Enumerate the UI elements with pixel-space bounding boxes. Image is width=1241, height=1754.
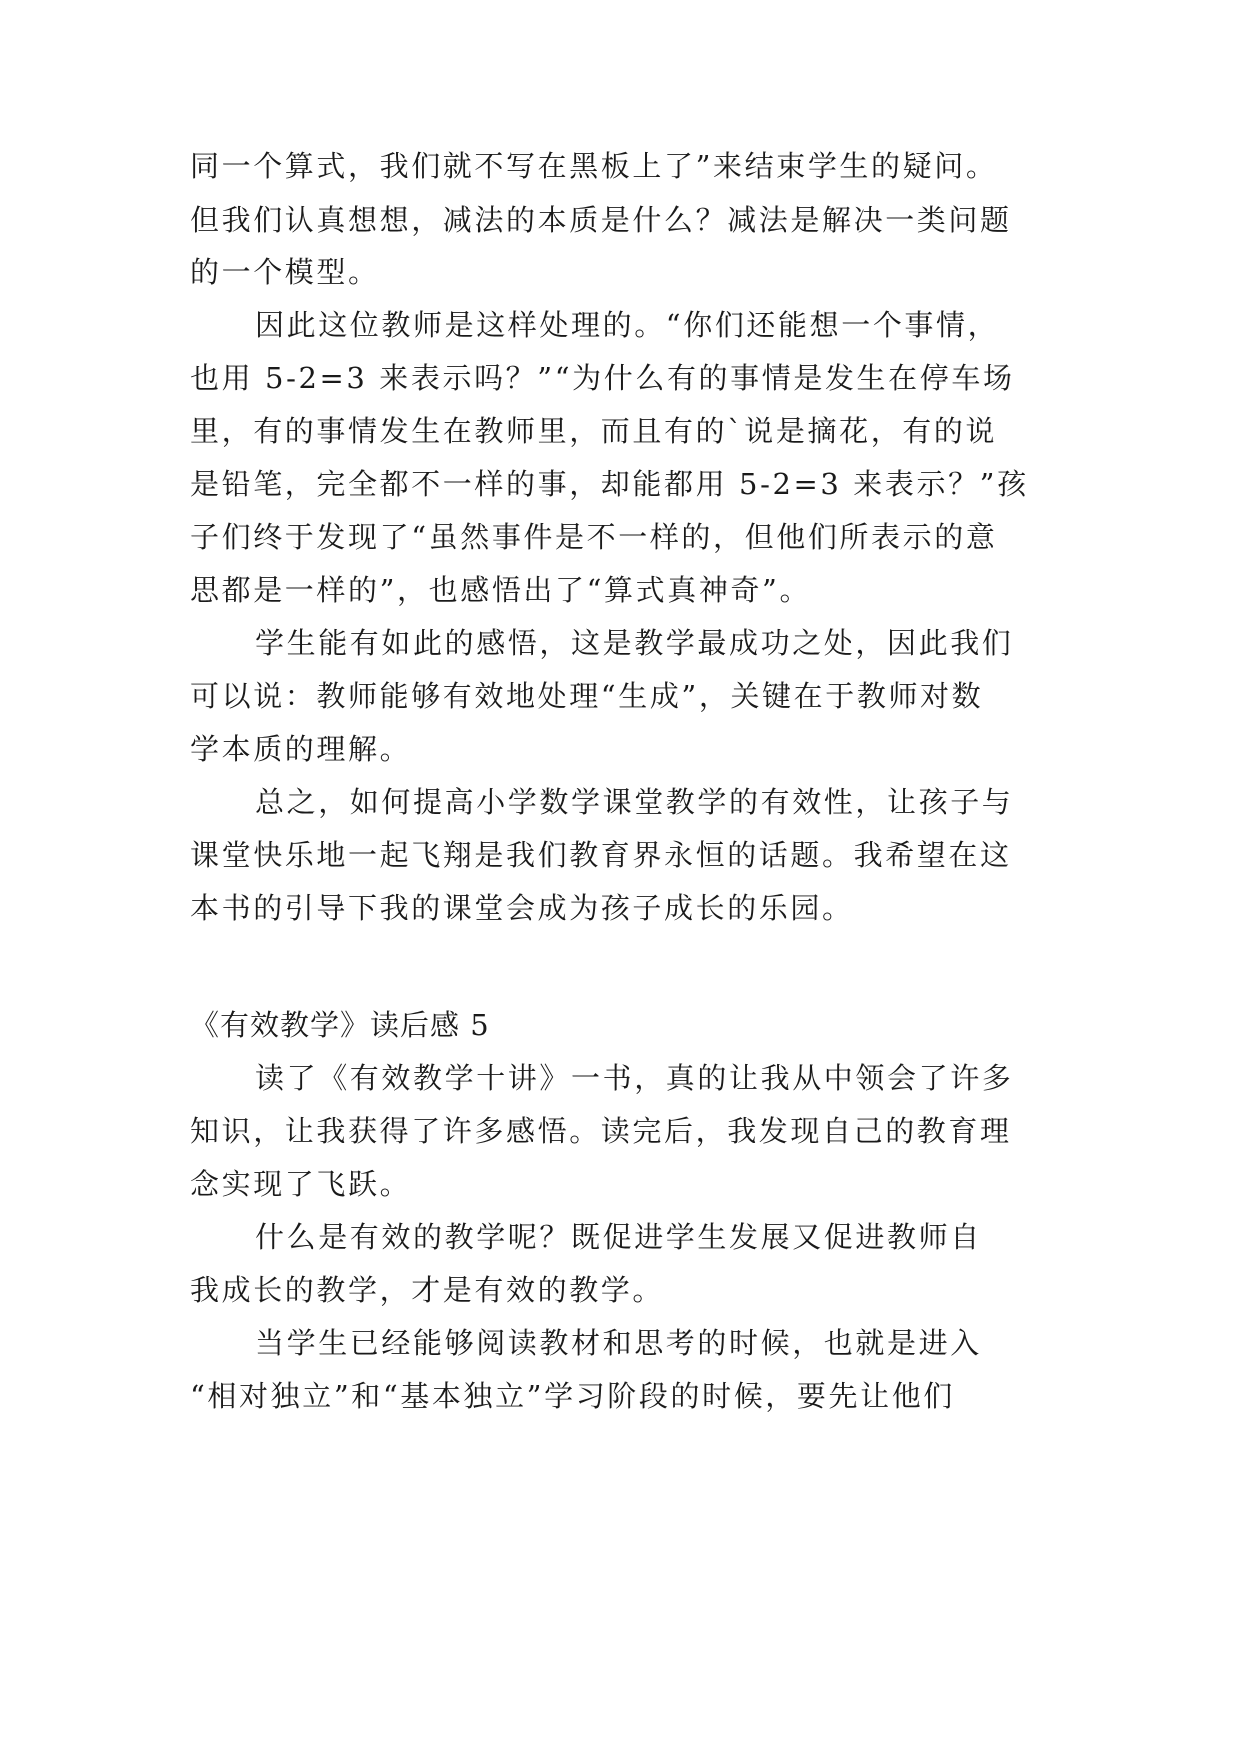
text-line: 里，有的事情发生在教师里，而且有的`说是摘花，有的说 bbox=[190, 414, 998, 448]
text-line: 的一个模型。 bbox=[190, 255, 380, 289]
text-line: 是铅笔，完全都不一样的事，却能都用 5-2=3 来表示？”孩 bbox=[190, 467, 1029, 501]
text-line: 知识，让我获得了许多感悟。读完后，我发现自己的教育理 bbox=[190, 1114, 1012, 1148]
text-line: 同一个算式，我们就不写在黑板上了”来结束学生的疑问。 bbox=[190, 149, 998, 183]
text-line: “相对独立”和“基本独立”学习阶段的时候，要先让他们 bbox=[190, 1379, 955, 1413]
paragraph-first-line: 什么是有效的教学呢？既促进学生发展又促进教师自 bbox=[255, 1220, 982, 1254]
text-line: 课堂快乐地一起飞翔是我们教育界永恒的话题。我希望在这 bbox=[190, 838, 1012, 872]
paragraph-first-line: 当学生已经能够阅读教材和思考的时候，也就是进入 bbox=[255, 1326, 982, 1360]
text-line: 本书的引导下我的课堂会成为孩子成长的乐园。 bbox=[190, 891, 854, 925]
text-line: 学本质的理解。 bbox=[190, 732, 412, 766]
paragraph-first-line: 总之，如何提高小学数学课堂教学的有效性，让孩子与 bbox=[255, 785, 1014, 819]
text-line: 我成长的教学，才是有效的教学。 bbox=[190, 1273, 665, 1307]
text-line: 念实现了飞跃。 bbox=[190, 1167, 412, 1201]
text-line: 但我们认真想想，减法的本质是什么？减法是解决一类问题 bbox=[190, 203, 1012, 237]
paragraph-first-line: 读了《有效教学十讲》一书，真的让我从中领会了许多 bbox=[255, 1061, 1014, 1095]
paragraph-first-line: 因此这位教师是这样处理的。“你们还能想一个事情， bbox=[255, 308, 1000, 342]
paragraph-first-line: 学生能有如此的感悟，这是教学最成功之处，因此我们 bbox=[255, 626, 1014, 660]
text-line: 子们终于发现了“虽然事件是不一样的，但他们所表示的意 bbox=[190, 520, 998, 554]
text-line: 可以说：教师能够有效地处理“生成”，关键在于教师对数 bbox=[190, 679, 984, 713]
text-line: 也用 5-2=3 来表示吗？”“为什么有的事情是发生在停车场 bbox=[190, 361, 1015, 395]
text-line: 思都是一样的”，也感悟出了“算式真神奇”。 bbox=[190, 573, 812, 607]
section-heading: 《有效教学》读后感 5 bbox=[190, 1008, 490, 1042]
